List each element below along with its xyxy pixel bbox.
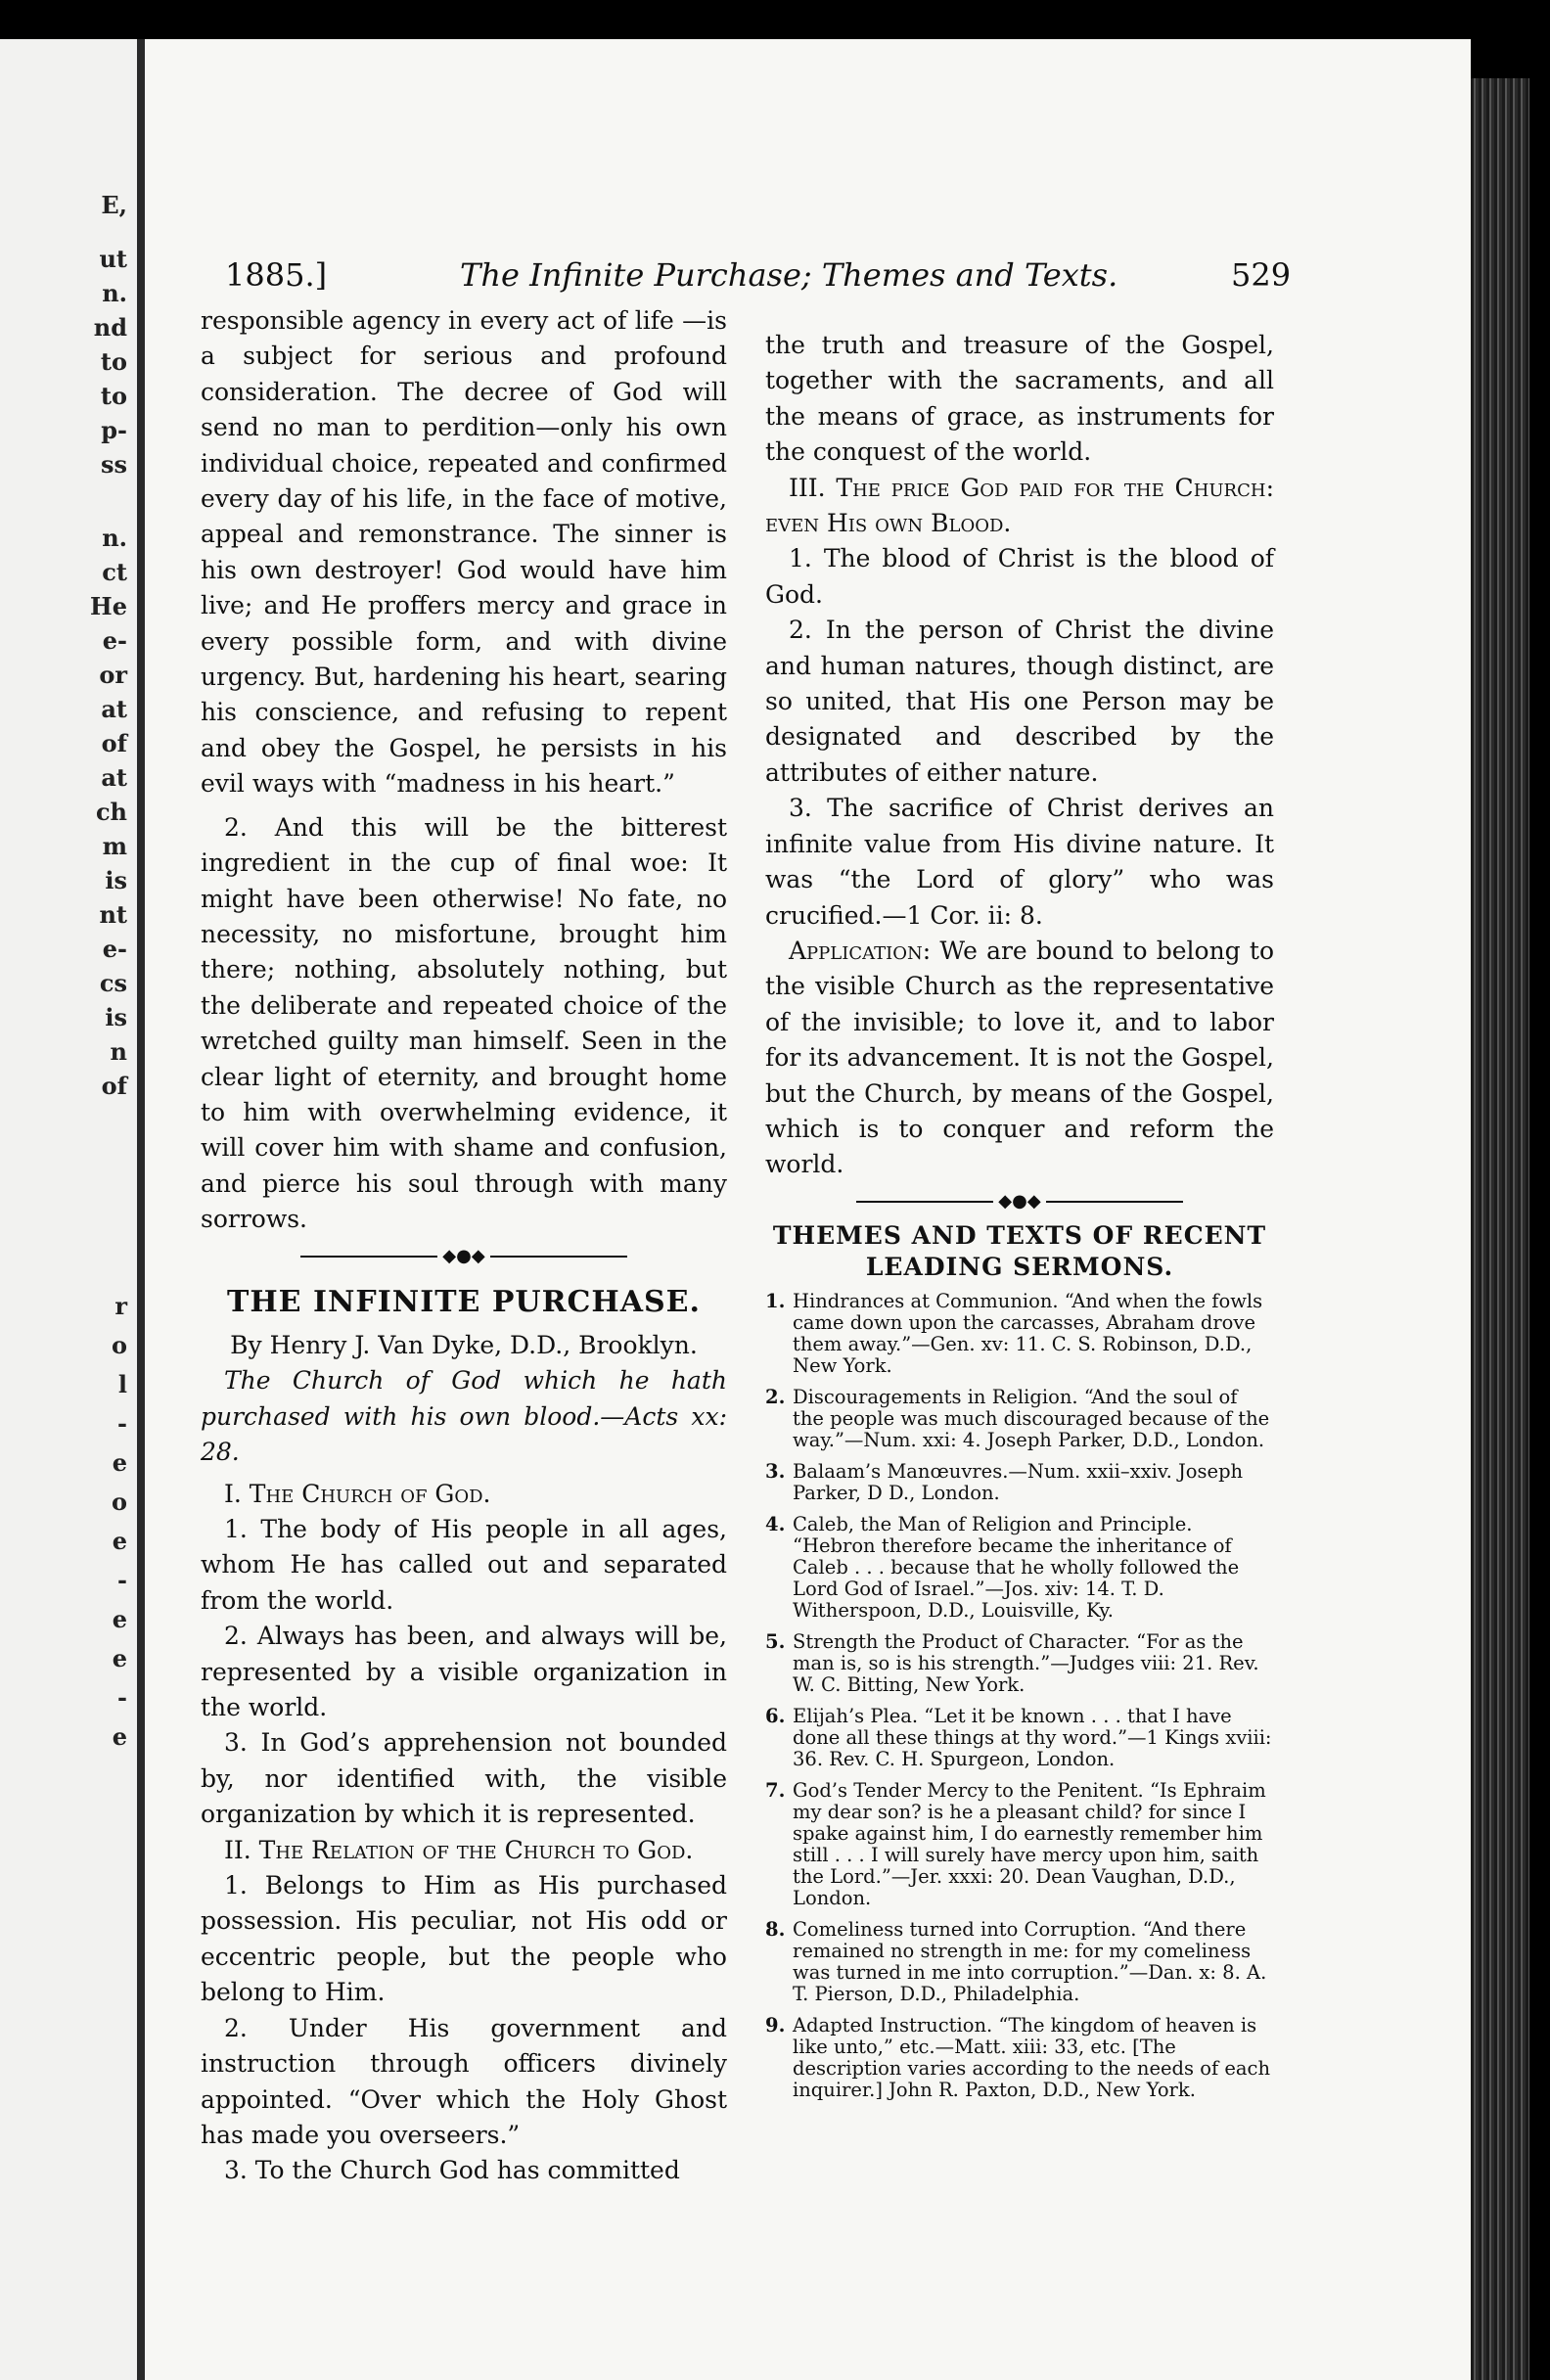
section-2-point-1: 1. Belongs to Him as His purchased possession. His peculiar, not His odd or eccentric people, but the people who belong to Him. [201, 1871, 727, 2007]
section-3-point-3: 3. The sacrifice of Christ derives an infinite value from His divine nature. It was “the Lord of glory” who was crucified.—1 Cor. ii: 8. [765, 794, 1274, 930]
section-1-point-1: 1. The body of His people in all ages, whom He has called out and separated from the world. [201, 1515, 727, 1615]
facing-page-fragment: n [110, 1037, 127, 1066]
list-item-number: 3. [765, 1459, 786, 1483]
list-item-number: 6. [765, 1704, 786, 1727]
section-heading-1: I. The Church of God. [224, 1479, 491, 1508]
facing-page-edge [0, 39, 137, 2380]
list-item [765, 2015, 1274, 2101]
list-item [765, 1706, 1274, 1770]
list-item-number: 5. [765, 1629, 786, 1653]
list-item-text: Adapted Instruction. “The kingdom of heaven is like unto,” etc.—Matt. xiii: 33, etc. [The description varies according to the needs of each inquirer.] John R. Paxton, D.D., New York. [793, 2013, 1271, 2101]
list-item-text: Comeliness turned into Corruption. “And there remained no strength in me: for my comeliness was turned in me into corruption.”—Dan. x: 8. A. T. Pierson, D.D., Philadelphia. [793, 1917, 1267, 2005]
facing-page-fragment: cs [99, 969, 127, 997]
paragraph-continued-right: the truth and treasure of the Gospel, together with the sacraments, and all the means of grace, as instruments for the conquest of the world. [765, 331, 1274, 467]
themes-heading-line-1: THEMES AND TEXTS OF RECENT [772, 1220, 1267, 1250]
list-item [765, 1461, 1274, 1504]
left-column [201, 303, 727, 2189]
list-item [765, 1631, 1274, 1696]
facing-page-fragment: at [101, 763, 127, 792]
list-item-number: 8. [765, 1917, 786, 1941]
facing-page-fragment: r [114, 1292, 127, 1320]
facing-page-fragment: e [112, 1722, 127, 1751]
page-number: 529 [1231, 256, 1292, 294]
list-item-text: God’s Tender Mercy to the Penitent. “Is Ephraim my dear son? is he a pleasant child? for since I spake against him, I do earnestly remember him still . . . I will surely have mercy upon him, saith the Lord.”—Jer. xxxi: 20. Dean Vaughan, D.D., London. [793, 1778, 1266, 1909]
paragraph-continued: responsible agency in every act of life —is a subject for serious and profound consideration. The decree of God will send no man to perdition—only his own individual choice, repeated and confirmed every day of his life, in the face of motive, appeal and remonstrance. The sinner is his own destroyer! God would have him live; and He proffers mercy and grace in every possible form, and with divine urgency. But, hardening his heart, searing his conscience, and refusing to repent and obey the Gospel, he persists in his evil ways with “madness in his heart.” [201, 306, 727, 799]
facing-page-fragment: o [111, 1488, 127, 1516]
section-2-point-2: 2. Under His government and instruction through officers divinely appointed. “Over which the Holy Ghost has made you overseers.” [201, 2013, 727, 2149]
facing-page-fragment: ut [99, 245, 127, 273]
list-item-text: Discouragements in Religion. “And the soul of the people was much discouraged because of the way.”—Num. xxi: 4. Joseph Parker, D.D., London. [793, 1385, 1270, 1451]
themes-heading-line-2: LEADING SERMONS. [865, 1252, 1174, 1281]
facing-page-fragment: e- [102, 626, 127, 655]
facing-page-fragment: - [117, 1409, 127, 1438]
facing-page-fragment: e [112, 1605, 127, 1633]
facing-page-fragment: of [101, 729, 127, 757]
right-column [765, 328, 1274, 2111]
running-head-title: The Infinite Purchase; Themes and Texts. [460, 256, 1118, 294]
section-1-point-3: 3. In God’s apprehension not bounded by, nor identified with, the visible organization by which it is represented. [201, 1728, 727, 1829]
facing-page-fragment: at [101, 695, 127, 723]
paragraph-bitterest: 2. And this will be the bitterest ingredient in the cup of final woe: It might have been otherwise! No fate, no necessity, no misfortune, brought him there; nothing, absolutely nothing, but the deliberate and repeated choice of the wretched guilty man himself. Seen in the clear light of eternity, and brought home to him with overwhelming evidence, it will cover him with shame and confusion, and pierce his soul through with many sorrows. [201, 812, 727, 1234]
facing-page-fragment: m [102, 832, 127, 860]
facing-page-fragment: l [117, 1370, 127, 1398]
running-head-year: 1885.] [225, 256, 328, 294]
themes-list [765, 1291, 1274, 2101]
facing-page-fragment: n. [102, 524, 127, 552]
list-item-text: Caleb, the Man of Religion and Principle. “Hebron therefore became the inheritance of Caleb . . . because that he wholly followed the Lord God of Israel.”—Jos. xiv: 14. T. D. Witherspoon, D.D., Louisville, Ky. [793, 1512, 1240, 1622]
facing-page-fragment: p- [101, 416, 127, 444]
list-item-text: Strength the Product of Character. “For as the man is, so is his strength.”—Judges viii: 21. Rev. W. C. Bitting, New York. [793, 1629, 1259, 1696]
application-paragraph [765, 934, 1274, 1183]
facing-page-fragment: - [117, 1566, 127, 1594]
facing-page-fragment: nt [99, 900, 127, 929]
application-text: We are bound to belong to the visible Church as the representative of the invisible; to love it, and to labor for its advancement. It is not the Gospel, but the Church, by means of the Gospel, which is to conquer and reform the world. [765, 936, 1274, 1179]
list-item [765, 1514, 1274, 1622]
application-label: Application: [789, 936, 932, 965]
facing-page-fragment: is [105, 1003, 127, 1031]
list-item-text: Balaam’s Manœuvres.—Num. xxii–xxiv. Joseph Parker, D D., London. [793, 1459, 1244, 1504]
list-item-text: Elijah’s Plea. “Let it be known . . . that I have done all these things at thy word.”—1 Kings xviii: 36. Rev. C. H. Spurgeon, London. [793, 1704, 1272, 1770]
section-heading-3: III. The price God paid for the Church: even His own Blood. [765, 473, 1274, 538]
facing-page-fragment: or [99, 661, 127, 689]
list-item-number: 4. [765, 1512, 786, 1535]
book-gutter [137, 39, 145, 2380]
facing-page-fragment: nd [93, 313, 127, 342]
facing-page-fragment: n. [102, 279, 127, 307]
facing-page-fragment: - [117, 1683, 127, 1712]
list-item [765, 1387, 1274, 1451]
facing-page-fragment: o [111, 1331, 127, 1359]
facing-page-fragment: ct [102, 558, 127, 586]
article-epigraph: The Church of God which he hath purchased with his own blood.—Acts xx: 28. [201, 1366, 727, 1467]
page-stack-edge [1471, 78, 1529, 2380]
section-divider-right: ◆●◆ [765, 1189, 1274, 1214]
section-heading-2: II. The Relation of the Church to God. [224, 1835, 694, 1864]
facing-page-fragment: e [112, 1644, 127, 1672]
facing-page-fragment: to [100, 347, 127, 376]
facing-page-fragment: to [100, 382, 127, 410]
facing-page-fragment: e [112, 1448, 127, 1477]
list-item-number: 1. [765, 1289, 786, 1312]
section-2-point-3: 3. To the Church God has committed [224, 2156, 680, 2185]
article-byline: By Henry J. Van Dyke, D.D., Brooklyn. [230, 1330, 698, 1359]
list-item-text: Hindrances at Communion. “And when the fowls came down upon the carcasses, Abraham drove them away.”—Gen. xv: 11. C. S. Robinson, D.D., New York. [793, 1289, 1263, 1377]
list-item-number: 7. [765, 1778, 786, 1802]
facing-page-fragment: E, [101, 191, 127, 219]
list-item-number: 2. [765, 1385, 786, 1408]
facing-page-fragment: e [112, 1527, 127, 1555]
list-item-number: 9. [765, 2013, 786, 2037]
facing-page-fragment: of [101, 1072, 127, 1100]
facing-page-fragment: ch [95, 798, 127, 826]
list-item [765, 1780, 1274, 1909]
list-item [765, 1919, 1274, 2005]
list-item [765, 1291, 1274, 1377]
section-divider: ◆●◆ [201, 1244, 727, 1269]
themes-heading [765, 1220, 1274, 1283]
article-title: THE INFINITE PURCHASE. [227, 1284, 701, 1319]
facing-page-fragment: e- [102, 935, 127, 963]
facing-page-fragment: is [105, 866, 127, 894]
facing-page-fragment: He [90, 592, 127, 620]
section-1-point-2: 2. Always has been, and always will be, represented by a visible organization in the world. [201, 1622, 727, 1722]
facing-page-fragment: ss [100, 450, 127, 479]
section-3-point-1: 1. The blood of Christ is the blood of God. [765, 544, 1274, 609]
section-3-point-2: 2. In the person of Christ the divine and human natures, though distinct, are so united, that His one Person may be designated and described by the attributes of either nature. [765, 616, 1274, 787]
